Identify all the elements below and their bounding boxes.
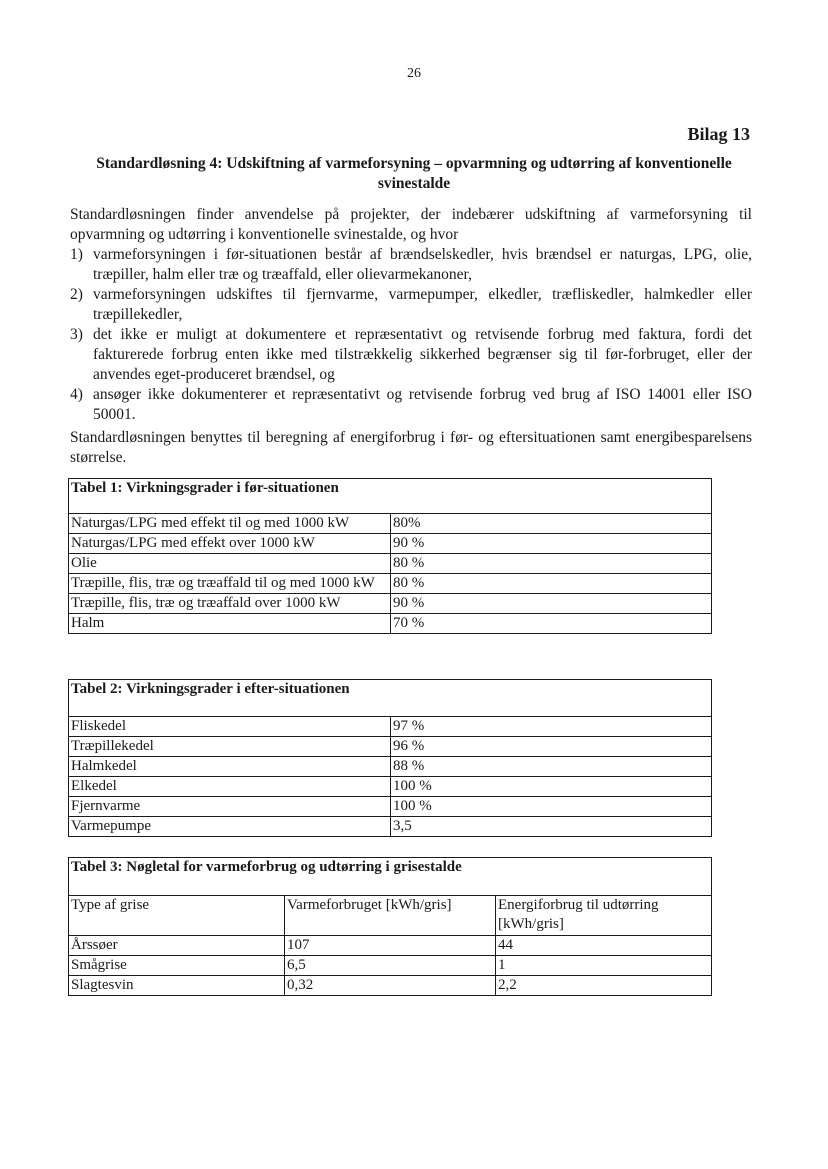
table-cell-value: 96 %	[390, 737, 711, 756]
appendix-label: Bilag 13	[687, 124, 750, 144]
table-cell-label: Varmepumpe	[71, 818, 151, 834]
table-cell-value: 70 %	[390, 614, 711, 633]
table-cell: 44	[495, 936, 711, 955]
efficiency-before-table	[68, 478, 712, 634]
efficiency-after-table	[68, 679, 712, 837]
table-cell: 1	[495, 956, 711, 975]
table-cell-value: 88 %	[390, 757, 711, 776]
heat-consumption-table	[68, 857, 712, 996]
table-cell: Slagtesvin	[71, 977, 134, 993]
table-cell-label: Træpille, flis, træ og træaffald til og med 1000 kW	[71, 575, 375, 591]
table-caption: Tabel 2: Virkningsgrader i efter-situationen	[69, 680, 711, 717]
page-number: 26	[407, 66, 421, 81]
table-cell-label: Halmkedel	[71, 758, 137, 774]
condition-number: 4)	[70, 386, 83, 403]
intro-block	[70, 205, 752, 425]
table-cell-value: 80 %	[390, 574, 711, 593]
table-cell-label: Halm	[71, 615, 105, 631]
table-cell-value: 90 %	[390, 534, 711, 553]
condition-item	[70, 245, 752, 285]
condition-number: 2)	[70, 286, 83, 303]
table-cell-label: Naturgas/LPG med effekt til og med 1000 kW	[71, 515, 350, 531]
table-row	[69, 573, 711, 593]
condition-item	[70, 285, 752, 325]
table-row	[69, 553, 711, 573]
table-caption: Tabel 3: Nøgletal for varmeforbrug og udtørring i grisestalde	[69, 858, 711, 896]
summary-paragraph: Standardløsningen benyttes til beregning af energiforbrug i før- og eftersituationen samt energibesparelsens størrelse.	[70, 429, 752, 466]
table-cell-label: Naturgas/LPG med effekt over 1000 kW	[71, 535, 315, 551]
table-cell-label: Træpille, flis, træ og træaffald over 1000 kW	[71, 595, 341, 611]
table-row	[69, 796, 711, 816]
table-row	[69, 533, 711, 553]
table-row	[69, 975, 711, 995]
table-cell: 0,32	[284, 976, 495, 995]
table-cell-value: 3,5	[390, 817, 711, 836]
table-header-row	[69, 896, 711, 935]
table-row	[69, 776, 711, 796]
table-row	[69, 756, 711, 776]
table-cell-label: Træpillekedel	[71, 738, 154, 754]
table-cell-value: 100 %	[390, 797, 711, 816]
table-cell-label: Fliskedel	[71, 718, 126, 734]
table-header-cell: Varmeforbruget [kWh/gris]	[284, 896, 495, 935]
table-cell: Årssøer	[71, 937, 118, 953]
table-row	[69, 613, 711, 633]
condition-text: det ikke er muligt at dokumentere et repræsentativt og retvisende forbrug med faktura, fordi det fakturerede forbrug enten ikke med tilstrækkelig sikkerhed begrænser sig til før-forbruget, eller der anvendes eget-produceret brændsel, og	[93, 326, 752, 383]
table-row	[69, 816, 711, 836]
table-row	[69, 593, 711, 613]
table-row	[69, 514, 711, 533]
table-cell-value: 100 %	[390, 777, 711, 796]
condition-item	[70, 325, 752, 385]
table-caption: Tabel 1: Virkningsgrader i før-situationen	[69, 479, 711, 514]
table-cell: 6,5	[284, 956, 495, 975]
table-cell-value: 80%	[390, 514, 711, 533]
table-cell: Smågrise	[71, 957, 127, 973]
section-title: Standardløsning 4: Udskiftning af varmeforsyning – opvarmning og udtørring af konventionelle svinestalde	[96, 155, 732, 192]
condition-text: varmeforsyningen i før-situationen består af brændselskedler, hvis brændsel er naturgas, LPG, olie, træpiller, halm eller træ og træaffald, eller olievarmekanoner,	[93, 246, 752, 283]
intro-paragraph: Standardløsningen finder anvendelse på projekter, der indebærer udskiftning af varmeforsyning til opvarmning og udtørring i konventionelle svinestalde, og hvor	[70, 206, 752, 243]
condition-text: varmeforsyningen udskiftes til fjernvarme, varmepumper, elkedler, træfliskedler, halmkedler eller træpillekedler,	[93, 286, 752, 323]
table-cell-value: 97 %	[390, 717, 711, 736]
table-row	[69, 955, 711, 975]
table-row	[69, 736, 711, 756]
table-cell-value: 90 %	[390, 594, 711, 613]
table-cell: 107	[284, 936, 495, 955]
table-cell-value: 80 %	[390, 554, 711, 573]
conditions-list	[70, 245, 752, 425]
table-row	[69, 935, 711, 955]
table-cell-label: Olie	[71, 555, 97, 571]
condition-item	[70, 385, 752, 425]
condition-number: 1)	[70, 246, 83, 263]
table-row	[69, 717, 711, 736]
condition-number: 3)	[70, 326, 83, 343]
table-header-cell: Energiforbrug til udtørring [kWh/gris]	[495, 896, 711, 935]
table-cell-label: Fjernvarme	[71, 798, 141, 814]
table-cell-label: Elkedel	[71, 778, 117, 794]
table-header-cell: Type af grise	[71, 897, 150, 913]
condition-text: ansøger ikke dokumenterer et repræsentativt og retvisende forbrug ved brug af ISO 14001 eller ISO 50001.	[93, 386, 752, 423]
table-cell: 2,2	[495, 976, 711, 995]
